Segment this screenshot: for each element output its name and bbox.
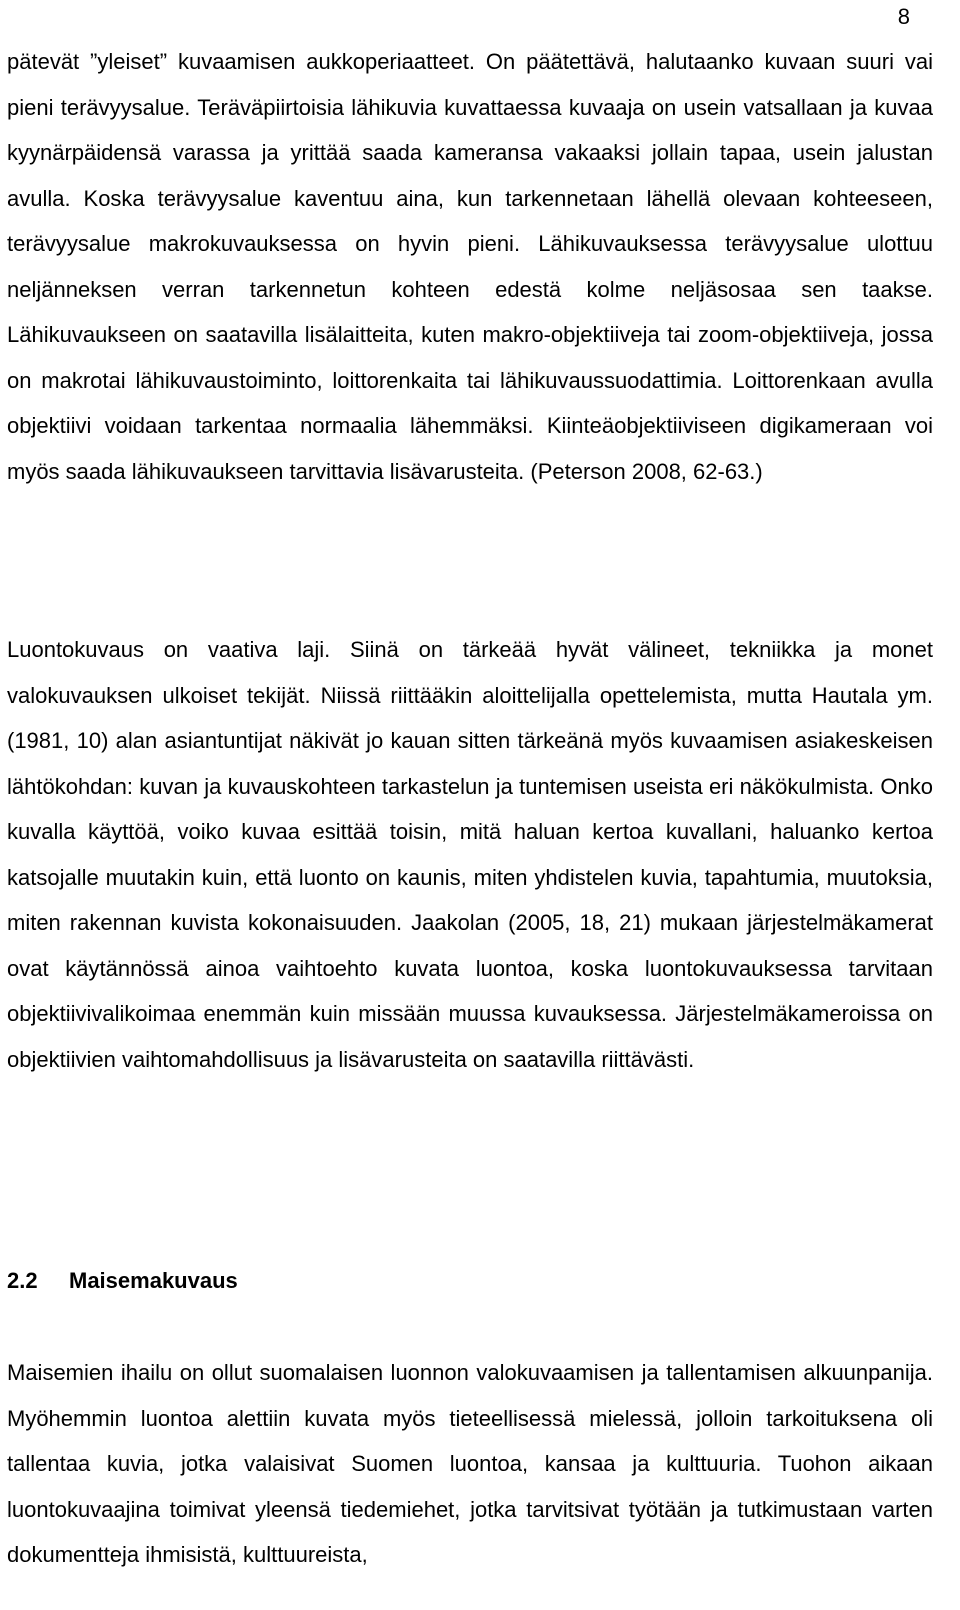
section-number: 2.2 [7,1268,38,1293]
paragraph-nature-photography: Luontokuvaus on vaativa laji. Siinä on tärkeää hyvät välineet, tekniikka ja monet valokuvauksen ulkoiset tekijät. Niissä riittääkin aloittelijalla opettelemista, mutta Hautala ym. (1981, 10) alan asiantuntijat näkivät jo kauan sitten tärkeänä myös kuvaamisen asiakeskeisen lähtökohdan: kuvan ja kuvauskohteen tarkastelun ja tuntemisen useista eri näkökulmista. Onko kuvalla käyttöä, voiko kuvaa esittää toisin, mitä haluan kertoa kuvallani, haluanko kertoa katsojalle muutakin kuin, että luonto on kaunis, miten yhdistelen kuvia, tapahtumia, muutoksia, miten rakennan kuvista kokonaisuuden. Jaakolan (2005, 18, 21) mukaan järjestelmäkamerat ovat käytännössä ainoa vaihtoehto kuvata luontoa, koska luontokuvauksessa tarvitaan objektiivivalikoimaa enemmän kuin missään muussa kuvauksessa. Järjestelmäkameroissa on objektiivien vaihtomahdollisuus ja lisävarusteita on saatavilla riittävästi. [7,637,933,1072]
section-heading [7,1266,238,1296]
paragraph-landscape: Maisemien ihailu on ollut suomalaisen luonnon valokuvaamisen ja tallentamisen alkuunpanija. Myöhemmin luontoa alettiin kuvata myös tieteellisessä mielessä, jolloin tarkoituksena oli tallentaa kuvia, jotka valaisivat Suomen luontoa, kansaa ja kulttuuria. Tuohon aikaan luontokuvaajina toimivat yleensä tiedemiehet, jotka tarvitsivat työtään ja tutkimustaan varten dokumentteja ihmisistä, kulttuureista, [7,1360,933,1567]
page-number: 8 [897,4,910,29]
paragraph-aperture: pätevät ”yleiset” kuvaamisen aukkoperiaatteet. On päätettävä, halutaanko kuvaan suuri vai pieni terävyysalue. Teräväpiirtoisia lähikuvia kuvattaessa kuvaaja on usein vatsallaan ja kuvaa kyynärpäidensä varassa ja yrittää saada kameransa vakaaksi jollain tapaa, usein jalustan avulla. Koska terävyysalue kaventuu aina, kun tarkennetaan lähellä olevaan kohteeseen, terävyysalue makrokuvauksessa on hyvin pieni. Lähikuvauksessa terävyysalue ulottuu neljänneksen verran tarkennetun kohteen edestä kolme neljäsosaa sen taakse. Lähikuvaukseen on saatavilla lisälaitteita, kuten makro-objektiiveja tai zoom-objektiiveja, jossa on makrotai lähikuvaustoiminto, loittorenkaita tai lähikuvaussuodattimia. Loittorenkaan avulla objektiivi voidaan tarkentaa normaalia lähemmäksi. Kiinteäobjektiiviseen digikameraan voi myös saada lähikuvaukseen tarvittavia lisävarusteita. (Peterson 2008, 62-63.) [7,49,933,484]
section-title: Maisemakuvaus [69,1268,238,1293]
